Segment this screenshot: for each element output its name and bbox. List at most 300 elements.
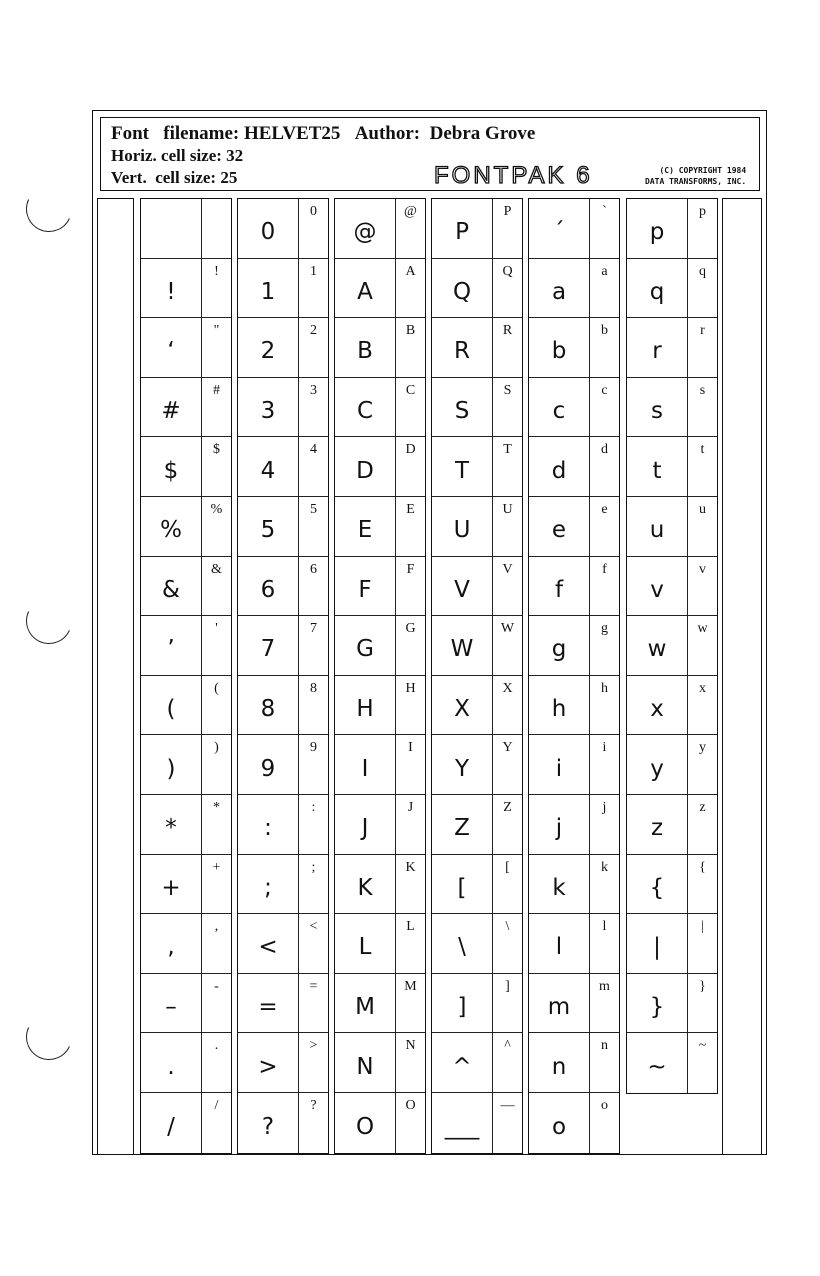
small-glyph: (: [201, 676, 231, 735]
small-glyph: }: [687, 974, 717, 1033]
character-cell: [335, 557, 425, 617]
small-glyph: D: [395, 437, 425, 496]
small-glyph: d: [589, 437, 619, 496]
large-glyph: G: [356, 636, 374, 663]
large-glyph: @: [353, 219, 377, 246]
large-glyph: C: [356, 398, 374, 425]
small-glyph: J: [395, 795, 425, 854]
small-glyph: H: [395, 676, 425, 735]
character-column-3: [334, 198, 426, 1154]
large-glyph: :: [264, 815, 272, 842]
copyright-line-1: (C) COPYRIGHT 1984: [659, 166, 747, 175]
large-glyph: .: [167, 1053, 175, 1080]
large-glyph: m: [547, 994, 571, 1021]
horiz-value: 32: [226, 146, 244, 165]
large-glyph: K: [357, 874, 373, 901]
small-glyph: V: [492, 557, 522, 616]
horiz-label: Horiz. cell size:: [111, 146, 222, 165]
small-glyph: Y: [492, 735, 522, 794]
character-cell: [335, 914, 425, 974]
character-cell: [141, 497, 231, 557]
character-cell: [627, 318, 717, 378]
large-glyph: b: [551, 338, 567, 365]
fontpak-logo: FONTPAK 6: [434, 162, 593, 189]
small-glyph: .: [201, 1033, 231, 1092]
character-cell: [238, 199, 328, 259]
binder-hole-top: [20, 180, 79, 239]
character-cell: [432, 259, 522, 319]
large-glyph: *: [165, 815, 177, 842]
large-glyph: p: [649, 219, 665, 246]
character-cell: [335, 795, 425, 855]
left-margin-rail: [97, 198, 134, 1155]
character-column-4: [431, 198, 523, 1154]
large-glyph: d: [551, 457, 567, 484]
small-glyph: t: [687, 437, 717, 496]
small-glyph: ~: [687, 1033, 717, 1093]
large-glyph: s: [651, 398, 663, 425]
character-cell: [238, 497, 328, 557]
large-glyph: ;: [264, 874, 272, 901]
character-cell: [432, 378, 522, 438]
small-glyph: 1: [298, 259, 328, 318]
large-glyph: z: [650, 815, 664, 842]
large-glyph: 3: [260, 398, 276, 425]
small-glyph: Z: [492, 795, 522, 854]
small-glyph: T: [492, 437, 522, 496]
character-cell: [529, 735, 619, 795]
character-cell: [141, 437, 231, 497]
character-cell: [432, 735, 522, 795]
large-glyph: 1: [260, 278, 276, 305]
character-cell: [238, 557, 328, 617]
character-cell: [335, 378, 425, 438]
small-glyph: 4: [298, 437, 328, 496]
small-glyph: b: [589, 318, 619, 377]
character-cell: [238, 676, 328, 736]
large-glyph: h: [551, 696, 567, 723]
character-cell: [141, 676, 231, 736]
small-glyph: R: [492, 318, 522, 377]
large-glyph: ~: [647, 1054, 667, 1081]
small-glyph: @: [395, 199, 425, 258]
character-cell: [529, 259, 619, 319]
large-glyph: Y: [454, 755, 470, 782]
character-cell: [238, 318, 328, 378]
character-cell: [627, 616, 717, 676]
character-cell: [627, 557, 717, 617]
font-info-header: [100, 117, 760, 191]
vert-label: Vert.: [111, 168, 147, 187]
large-glyph: 6: [260, 576, 276, 603]
character-cell: [141, 259, 231, 319]
small-glyph: +: [201, 855, 231, 914]
large-glyph: n: [551, 1053, 567, 1080]
character-cell: [627, 914, 717, 974]
small-glyph: {: [687, 855, 717, 914]
character-cell: [335, 437, 425, 497]
small-glyph: z: [687, 795, 717, 854]
character-cell: [141, 378, 231, 438]
large-glyph: c: [552, 398, 566, 425]
small-glyph: ): [201, 735, 231, 794]
author-label: Author:: [354, 123, 421, 144]
small-glyph: ,: [201, 914, 231, 973]
character-cell: [627, 1033, 717, 1093]
character-cell: [529, 497, 619, 557]
large-glyph: 5: [260, 517, 276, 544]
vert-value: 25: [220, 168, 238, 187]
character-cell: [529, 1093, 619, 1153]
filename-label: filename:: [163, 123, 240, 144]
right-margin-rail: [722, 198, 762, 1155]
small-glyph: C: [395, 378, 425, 437]
large-glyph: O: [355, 1113, 375, 1140]
character-cell: [627, 199, 717, 259]
character-cell: [432, 1093, 522, 1153]
large-glyph: y: [650, 755, 664, 782]
large-glyph: ‘: [167, 338, 175, 365]
character-cell: [432, 497, 522, 557]
large-glyph: A: [357, 278, 373, 305]
large-glyph: U: [453, 517, 471, 544]
small-glyph: F: [395, 557, 425, 616]
character-cell: [141, 1033, 231, 1093]
small-glyph: e: [589, 497, 619, 556]
character-cell: [627, 437, 717, 497]
large-glyph: L: [358, 934, 372, 961]
small-glyph: L: [395, 914, 425, 973]
large-glyph: +: [161, 874, 181, 901]
small-glyph: h: [589, 676, 619, 735]
large-glyph: u: [649, 517, 665, 544]
small-glyph: ;: [298, 855, 328, 914]
character-cell: [141, 855, 231, 915]
small-glyph: `: [589, 199, 619, 258]
large-glyph: ?: [261, 1113, 275, 1140]
small-glyph: q: [687, 259, 717, 318]
character-cell: [432, 437, 522, 497]
small-glyph: u: [687, 497, 717, 556]
small-glyph: $: [201, 437, 231, 496]
small-glyph: N: [395, 1033, 425, 1092]
character-column-5: [528, 198, 620, 1154]
large-glyph: 9: [260, 755, 276, 782]
large-glyph: r: [652, 338, 662, 365]
large-glyph: x: [650, 696, 664, 723]
character-cell: [238, 259, 328, 319]
small-glyph: A: [395, 259, 425, 318]
character-cell: [335, 1033, 425, 1093]
large-glyph: j: [555, 815, 563, 842]
small-glyph: %: [201, 497, 231, 556]
large-glyph: H: [356, 696, 374, 723]
small-glyph: f: [589, 557, 619, 616]
large-glyph: R: [454, 338, 470, 365]
character-cell: [529, 795, 619, 855]
small-glyph: \: [492, 914, 522, 973]
character-column-6: [626, 198, 718, 1094]
small-glyph: x: [687, 676, 717, 735]
small-glyph: !: [201, 259, 231, 318]
large-glyph: v: [650, 576, 664, 603]
small-glyph: >: [298, 1033, 328, 1092]
small-glyph: ]: [492, 974, 522, 1033]
large-glyph: E: [357, 517, 373, 544]
small-glyph: -: [201, 974, 231, 1033]
small-glyph: 9: [298, 735, 328, 794]
small-glyph: K: [395, 855, 425, 914]
large-glyph: 4: [260, 457, 276, 484]
small-glyph: g: [589, 616, 619, 675]
large-glyph: =: [258, 994, 278, 1021]
large-glyph: \: [458, 934, 466, 961]
small-glyph: c: [589, 378, 619, 437]
small-glyph: 5: [298, 497, 328, 556]
large-glyph: i: [555, 755, 563, 782]
vert-cell-line: [111, 168, 237, 188]
large-glyph: X: [454, 696, 470, 723]
character-cell: [627, 974, 717, 1034]
character-cell: [529, 616, 619, 676]
character-cell: [627, 259, 717, 319]
large-glyph: (: [166, 696, 176, 723]
large-glyph: M: [355, 994, 375, 1021]
character-cell: [238, 616, 328, 676]
character-cell: [432, 1033, 522, 1093]
large-glyph: %: [160, 517, 182, 544]
small-glyph: —: [492, 1093, 522, 1153]
large-glyph: S: [454, 398, 470, 425]
large-glyph: k: [552, 874, 566, 901]
large-glyph: $: [163, 457, 179, 484]
large-glyph: W: [450, 636, 474, 663]
small-glyph: ^: [492, 1033, 522, 1092]
character-cell: [141, 974, 231, 1034]
small-glyph: v: [687, 557, 717, 616]
small-glyph: 8: [298, 676, 328, 735]
small-glyph: Q: [492, 259, 522, 318]
small-glyph: y: [687, 735, 717, 794]
large-glyph: }: [649, 994, 665, 1021]
small-glyph: U: [492, 497, 522, 556]
character-cell: [238, 795, 328, 855]
large-glyph: T: [454, 457, 470, 484]
character-cell: [529, 557, 619, 617]
large-glyph: |: [653, 934, 661, 961]
small-glyph: G: [395, 616, 425, 675]
large-glyph: B: [357, 338, 373, 365]
large-glyph: !: [166, 278, 176, 305]
large-glyph: J: [361, 815, 369, 842]
small-glyph: [: [492, 855, 522, 914]
small-glyph: s: [687, 378, 717, 437]
character-cell: [432, 616, 522, 676]
small-glyph: :: [298, 795, 328, 854]
character-cell: [529, 1033, 619, 1093]
character-cell: [529, 974, 619, 1034]
large-glyph: Z: [454, 815, 470, 842]
small-glyph: [201, 199, 231, 258]
small-glyph: S: [492, 378, 522, 437]
font-label: Font: [111, 123, 149, 144]
small-glyph: P: [492, 199, 522, 258]
small-glyph: p: [687, 199, 717, 258]
character-cell: [141, 1093, 231, 1153]
character-cell: [529, 914, 619, 974]
small-glyph: #: [201, 378, 231, 437]
small-glyph: 2: [298, 318, 328, 377]
small-glyph: w: [687, 616, 717, 675]
character-cell: [627, 497, 717, 557]
binder-hole-middle: [20, 592, 79, 651]
large-glyph: F: [358, 576, 372, 603]
small-glyph: m: [589, 974, 619, 1033]
small-glyph: ": [201, 318, 231, 377]
character-cell: [335, 497, 425, 557]
large-glyph: &: [162, 576, 180, 603]
character-cell: [335, 259, 425, 319]
large-glyph: /: [167, 1113, 175, 1140]
large-glyph: a: [551, 278, 567, 305]
character-cell: [335, 1093, 425, 1153]
character-column-2: [237, 198, 329, 1154]
character-cell: [238, 1033, 328, 1093]
character-cell: [529, 199, 619, 259]
large-glyph: V: [454, 576, 470, 603]
character-cell: [627, 676, 717, 736]
small-glyph: O: [395, 1093, 425, 1153]
small-glyph: |: [687, 914, 717, 973]
large-glyph: [: [457, 874, 467, 901]
character-cell: [141, 914, 231, 974]
large-glyph: q: [649, 278, 665, 305]
small-glyph: ': [201, 616, 231, 675]
character-cell: [529, 437, 619, 497]
large-glyph: N: [356, 1053, 374, 1080]
small-glyph: n: [589, 1033, 619, 1092]
character-cell: [335, 676, 425, 736]
large-glyph: ,: [167, 934, 175, 961]
large-glyph: 2: [260, 338, 276, 365]
character-column-1: [140, 198, 232, 1154]
character-cell: [432, 557, 522, 617]
character-cell: [238, 914, 328, 974]
binder-hole-bottom: [20, 1008, 79, 1067]
copyright-line-2: DATA TRANSFORMS, INC.: [645, 177, 747, 186]
small-glyph: =: [298, 974, 328, 1033]
large-glyph: <: [258, 934, 278, 961]
large-glyph: P: [455, 219, 469, 246]
large-glyph: 0: [260, 219, 276, 246]
character-cell: [238, 437, 328, 497]
character-cell: [432, 318, 522, 378]
small-glyph: k: [589, 855, 619, 914]
large-glyph: ___: [444, 1113, 480, 1140]
filename-line: [111, 123, 535, 145]
character-cell: [432, 914, 522, 974]
large-glyph: ]: [457, 994, 467, 1021]
character-cell: [529, 318, 619, 378]
small-glyph: /: [201, 1093, 231, 1153]
large-glyph: l: [555, 934, 563, 961]
large-glyph: [141, 199, 201, 258]
character-cell: [141, 318, 231, 378]
small-glyph: a: [589, 259, 619, 318]
large-glyph: D: [356, 457, 374, 484]
large-glyph: I: [361, 755, 369, 782]
character-cell: [432, 795, 522, 855]
large-glyph: {: [649, 874, 665, 901]
character-cell: [627, 795, 717, 855]
large-glyph: >: [258, 1053, 278, 1080]
character-cell: [529, 378, 619, 438]
small-glyph: l: [589, 914, 619, 973]
character-cell: [627, 735, 717, 795]
character-cell: [141, 199, 231, 259]
filename-value: HELVET25: [243, 123, 341, 144]
large-glyph: ): [166, 755, 176, 782]
small-glyph: 0: [298, 199, 328, 258]
small-glyph: *: [201, 795, 231, 854]
small-glyph: &: [201, 557, 231, 616]
small-glyph: B: [395, 318, 425, 377]
character-cell: [335, 199, 425, 259]
small-glyph: i: [589, 735, 619, 794]
character-cell: [141, 557, 231, 617]
character-cell: [529, 855, 619, 915]
author-value: Debra Grove: [429, 123, 536, 144]
large-glyph: #: [161, 398, 181, 425]
vert-cell-label: cell size:: [155, 168, 217, 187]
small-glyph: 3: [298, 378, 328, 437]
small-glyph: 7: [298, 616, 328, 675]
large-glyph: 7: [260, 636, 276, 663]
small-glyph: j: [589, 795, 619, 854]
small-glyph: ?: [298, 1093, 328, 1153]
character-cell: [432, 974, 522, 1034]
small-glyph: I: [395, 735, 425, 794]
small-glyph: o: [589, 1093, 619, 1153]
character-cell: [238, 735, 328, 795]
character-cell: [432, 855, 522, 915]
small-glyph: r: [687, 318, 717, 377]
small-glyph: <: [298, 914, 328, 973]
large-glyph: 8: [260, 696, 276, 723]
character-cell: [335, 855, 425, 915]
large-glyph: g: [551, 636, 567, 663]
copyright-notice: [645, 165, 746, 187]
character-cell: [432, 676, 522, 736]
character-cell: [529, 676, 619, 736]
character-cell: [627, 855, 717, 915]
character-cell: [238, 1093, 328, 1153]
character-cell: [141, 795, 231, 855]
large-glyph: w: [647, 636, 667, 663]
character-cell: [335, 735, 425, 795]
small-glyph: 6: [298, 557, 328, 616]
character-cell: [627, 378, 717, 438]
character-cell: [335, 318, 425, 378]
character-cell: [238, 974, 328, 1034]
character-cell: [141, 616, 231, 676]
large-glyph: o: [551, 1113, 567, 1140]
character-cell: [238, 855, 328, 915]
large-glyph: e: [551, 517, 567, 544]
character-cell: [141, 735, 231, 795]
large-glyph: –: [165, 994, 177, 1021]
large-glyph: Q: [452, 278, 472, 305]
